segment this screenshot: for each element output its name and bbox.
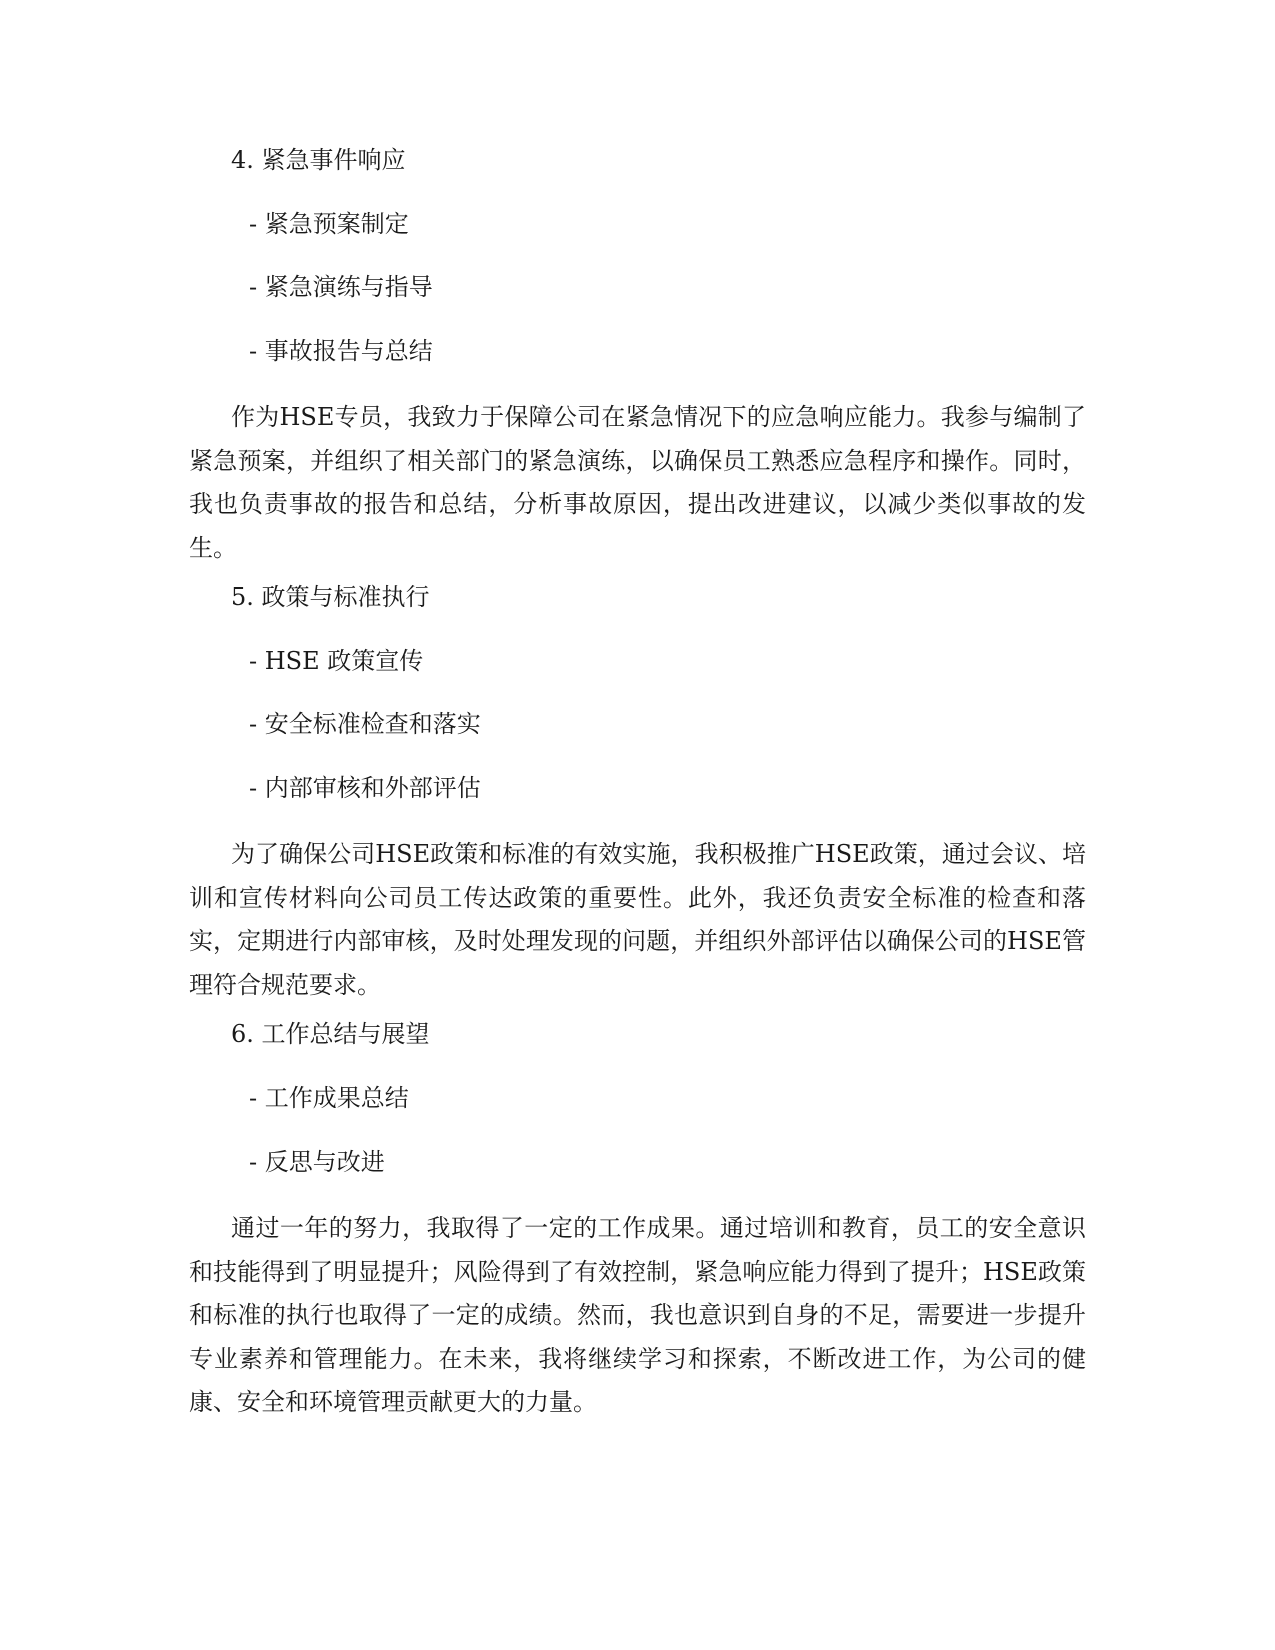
section-heading: 6. 工作总结与展望 [231,1020,430,1048]
section-heading: 4. 紧急事件响应 [231,146,406,174]
bullet-item: - 反思与改进 [249,1148,385,1176]
bullet-item: - 工作成果总结 [249,1084,409,1112]
bullet-item: - 事故报告与总结 [249,337,433,365]
bullet-item: - 紧急预案制定 [249,210,409,238]
bullet-item: - 安全标准检查和落实 [249,710,481,738]
section-paragraph: 作为HSE专员，我致力于保障公司在紧急情况下的应急响应能力。我参与编制了紧急预案，并组织了相关部门的紧急演练，以确保员工熟悉应急程序和操作。同时，我也负责事故的报告和总结，分析事故原因，提出改进建议，以减少类似事故的发生。 [189,403,1086,562]
section-heading: 5. 政策与标准执行 [231,583,430,611]
bullet-item: - 内部审核和外部评估 [249,774,481,802]
bullet-item: - 紧急演练与指导 [249,273,433,301]
section-paragraph: 通过一年的努力，我取得了一定的工作成果。通过培训和教育，员工的安全意识和技能得到了明显提升；风险得到了有效控制，紧急响应能力得到了提升；HSE政策和标准的执行也取得了一定的成绩。然而，我也意识到自身的不足，需要进一步提升专业素养和管理能力。在未来，我将继续学习和探索，不断改进工作，为公司的健康、安全和环境管理贡献更大的力量。 [189,1214,1086,1416]
bullet-item: - HSE 政策宣传 [249,647,424,675]
section-paragraph: 为了确保公司HSE政策和标准的有效实施，我积极推广HSE政策，通过会议、培训和宣传材料向公司员工传达政策的重要性。此外，我还负责安全标准的检查和落实，定期进行内部审核，及时处理发现的问题，并组织外部评估以确保公司的HSE管理符合规范要求。 [189,840,1086,999]
